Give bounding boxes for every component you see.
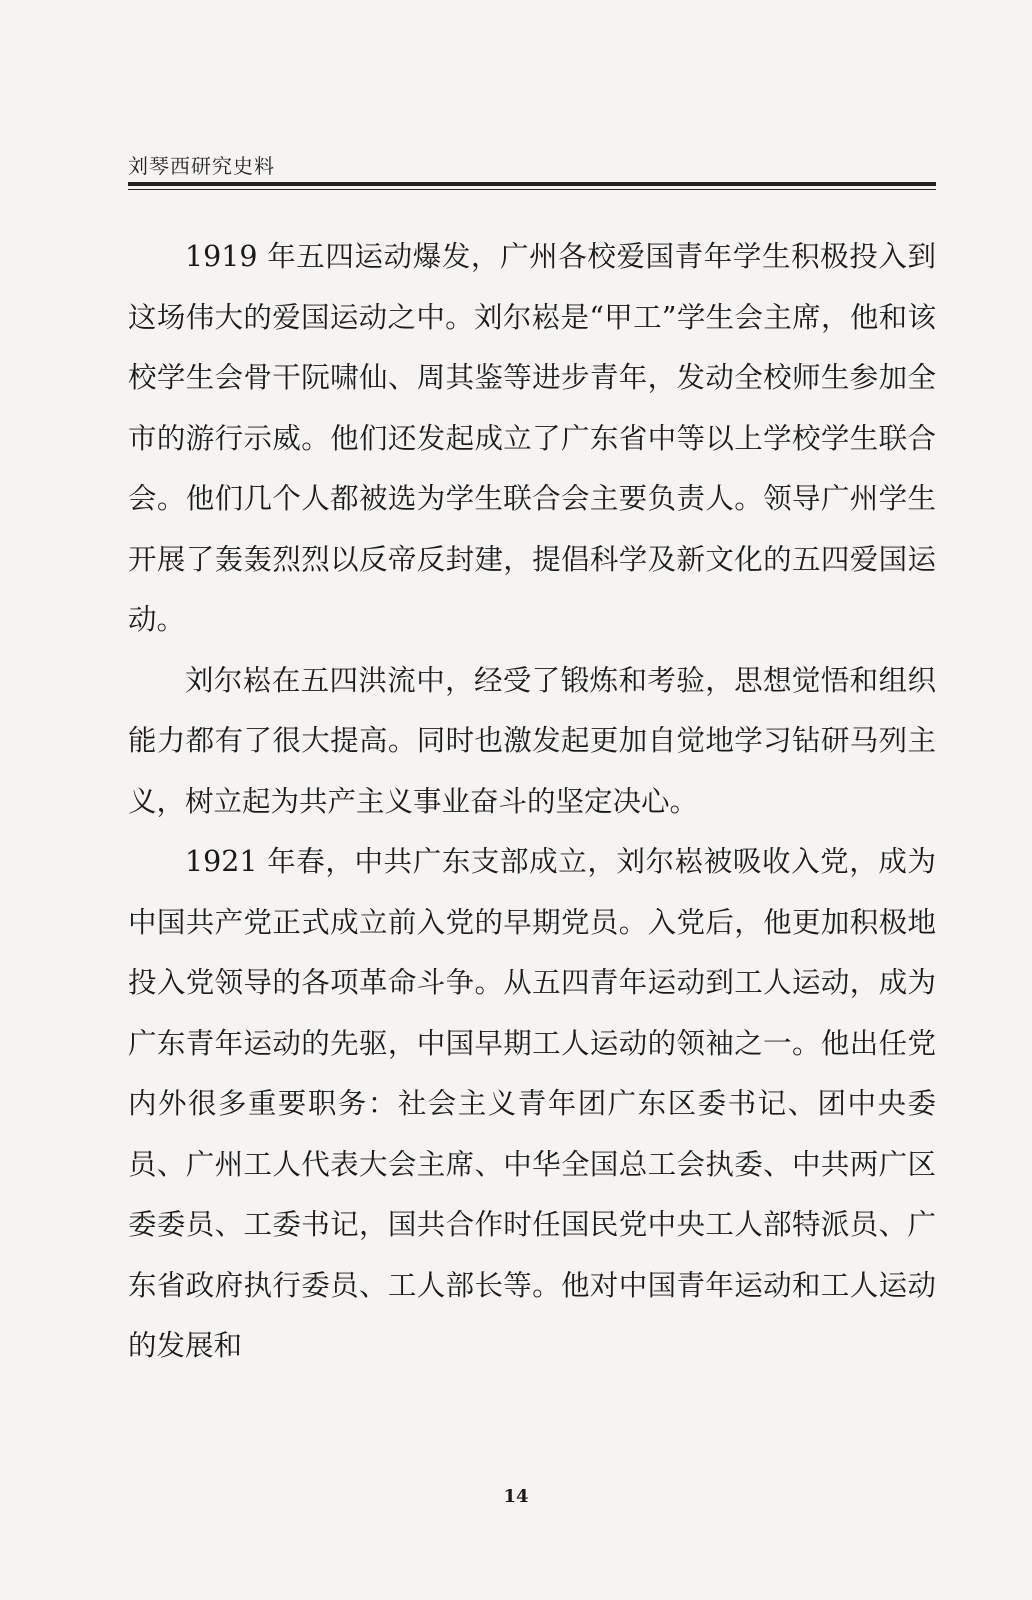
header-rule-thin <box>128 189 936 190</box>
page-number: 14 <box>503 1486 529 1507</box>
paragraph: 1919 年五四运动爆发，广州各校爱国青年学生积极投入到这场伟大的爱国运动之中。刘尔崧是“甲工”学生会主席，他和该校学生会骨干阮啸仙、周其鉴等进步青年，发动全校师生参加全市的游行示威。他们还发起成立了广东省中等以上学校学生联合会。他们几个人都被选为学生联合会主要负责人。领导广州学生开展了轰轰烈烈以反帝反封建，提倡科学及新文化的五四爱国运动。 <box>128 240 936 636</box>
body-text <box>128 227 936 1377</box>
paragraph: 1921 年春，中共广东支部成立，刘尔崧被吸收入党，成为中国共产党正式成立前入党的早期党员。入党后，他更加积极地投入党领导的各项革命斗争。从五四青年运动到工人运动，成为广东青年运动的先驱，中国早期工人运动的领袖之一。他出任党内外很多重要职务：社会主义青年团广东区委书记、团中央委员、广州工人代表大会主席、中华全国总工会执委、中共两广区委委员、工委书记，国共合作时任国民党中央工人部特派员、广东省政府执行委员、工人部长等。他对中国青年运动和工人运动的发展和 <box>128 845 936 1362</box>
running-header-title: 刘琴西研究史料 <box>128 154 275 178</box>
running-header <box>128 146 936 194</box>
paragraph: 刘尔崧在五四洪流中，经受了锻炼和考验，思想觉悟和组织能力都有了很大提高。同时也激发起更加自觉地学习钻研马列主义，树立起为共产主义事业奋斗的坚定决心。 <box>128 663 936 818</box>
header-rule-thick <box>128 182 936 186</box>
